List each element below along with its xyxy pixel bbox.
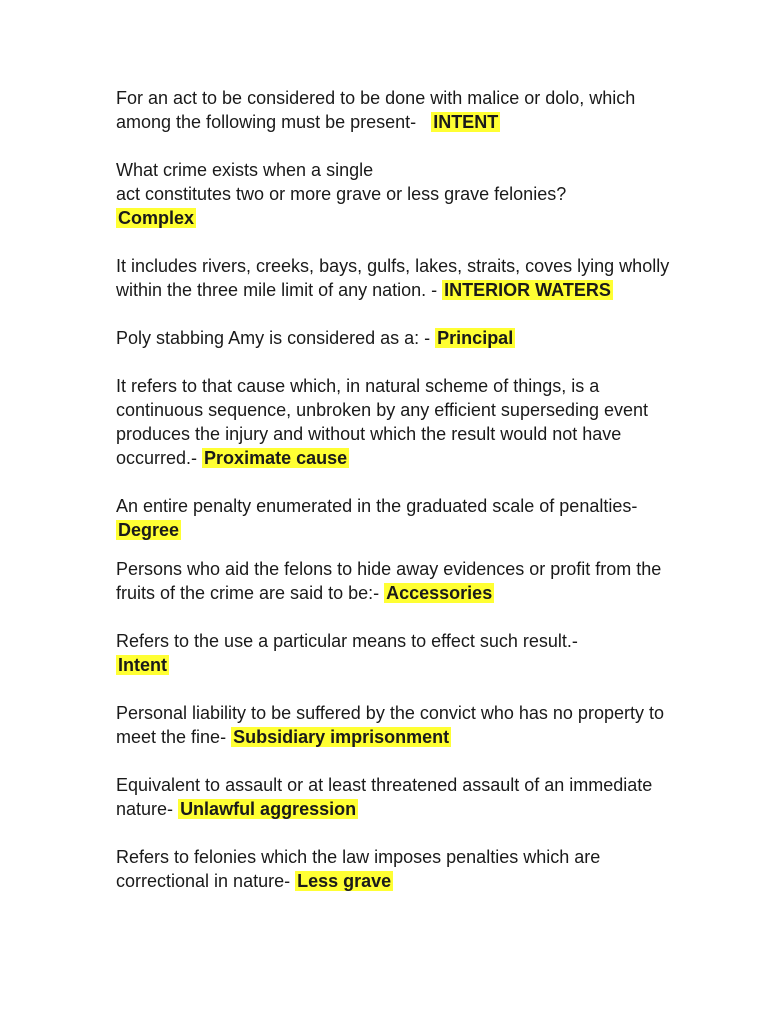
qa-item xyxy=(116,86,676,134)
qa-item xyxy=(116,845,676,893)
answer-highlight: Proximate cause xyxy=(204,448,348,468)
qa-item xyxy=(116,701,676,749)
question-text: Equivalent to assault or at least threatened assault of an immediate nature- xyxy=(116,775,653,819)
question-text: Persons who aid the felons to hide away evidences or profit from the fruits of the crime are said to be:- xyxy=(116,559,662,603)
answer-highlight: INTENT xyxy=(433,112,499,132)
answer-highlight: Unlawful aggression xyxy=(180,799,357,819)
answer-highlight: Less grave xyxy=(297,871,392,891)
qa-item xyxy=(116,494,676,542)
answer-highlight: Accessories xyxy=(386,583,493,603)
qa-item xyxy=(116,773,676,821)
question-text: An entire penalty enumerated in the graduated scale of penalties- xyxy=(116,496,638,516)
qa-item xyxy=(116,254,676,302)
answer-highlight: Principal xyxy=(437,328,514,348)
question-text: Poly stabbing Amy is considered as a: - xyxy=(116,328,431,348)
qa-item xyxy=(116,158,676,230)
question-text: Refers to felonies which the law imposes penalties which are correctional in nature- xyxy=(116,847,601,891)
question-text: Refers to the use a particular means to effect such result.- xyxy=(116,631,578,651)
qa-item xyxy=(116,557,676,605)
answer-highlight: Degree xyxy=(118,520,180,540)
answer-highlight: Subsidiary imprisonment xyxy=(233,727,450,747)
qa-item xyxy=(116,374,676,470)
question-text: Personal liability to be suffered by the convict who has no property to meet the fine- xyxy=(116,703,664,747)
answer-highlight: Complex xyxy=(118,208,195,228)
question-text: It includes rivers, creeks, bays, gulfs, lakes, straits, coves lying wholly within the three mile limit of any nation. - xyxy=(116,256,670,300)
question-text: What crime exists when a single xyxy=(116,160,374,180)
qa-item xyxy=(116,326,676,350)
qa-item xyxy=(116,629,676,677)
answer-highlight: INTERIOR WATERS xyxy=(444,280,611,300)
document-body xyxy=(116,86,676,893)
question-text: It refers to that cause which, in natural scheme of things, is a continuous sequence, unbroken by any efficient superseding event produces the injury and without which the result would not have occurred.- xyxy=(116,376,649,468)
answer-highlight: Intent xyxy=(118,655,167,675)
question-text: For an act to be considered to be done with malice or dolo, which among the following must be present- xyxy=(116,88,636,132)
question-text: act constitutes two or more grave or less grave felonies? xyxy=(116,184,567,204)
